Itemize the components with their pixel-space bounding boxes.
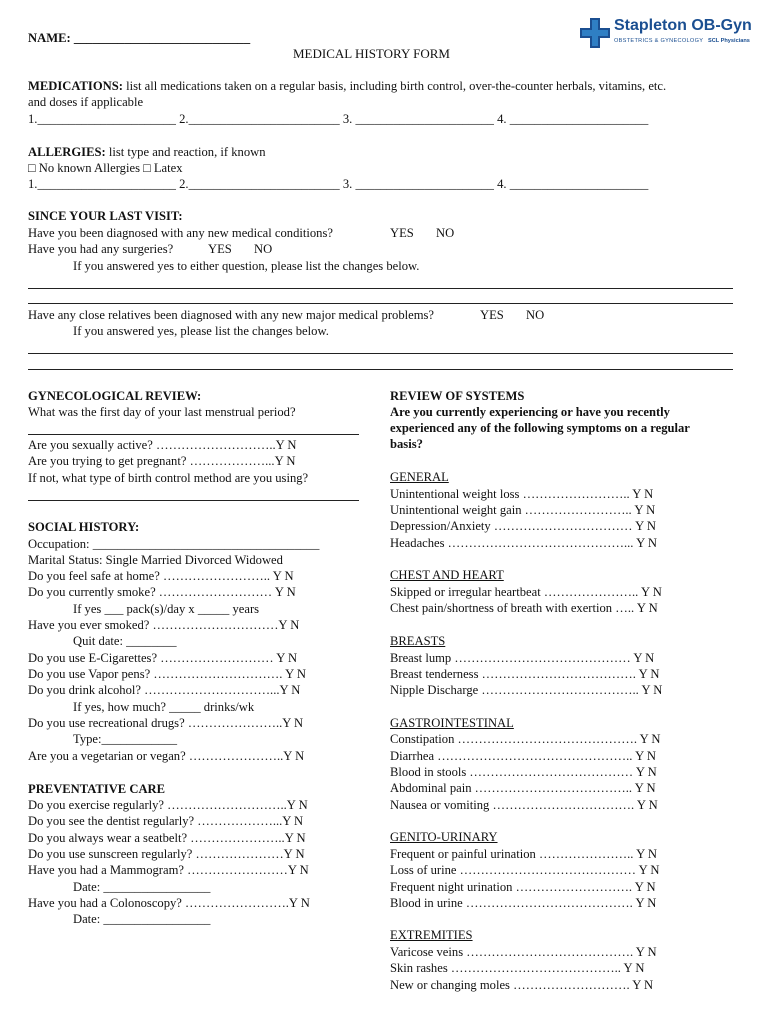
changes-line-1[interactable] <box>28 288 733 289</box>
changes-instruction-1: If you answered yes to either question, please list the changes below. <box>73 259 420 273</box>
relatives-no[interactable]: NO <box>526 308 545 322</box>
changes-line-2[interactable] <box>28 303 733 304</box>
chest-heading: CHEST AND HEART <box>390 568 504 582</box>
breasts-item[interactable]: Nipple Discharge ……………………………….. Y N <box>390 683 663 697</box>
changes-instruction-2: If you answered yes, please list the changes below. <box>73 324 329 338</box>
medications-desc: list all medications taken on a regular basis, including birth control, over-the-counter herbals, vitamins, etc. <box>122 79 667 93</box>
general-item[interactable]: Depression/Anxiety …………………………… Y N <box>390 519 656 533</box>
ros-intro-1: Are you currently experiencing or have you recently <box>390 405 670 419</box>
medications-heading: MEDICATIONS: <box>28 79 123 93</box>
relatives-question: Have any close relatives been diagnosed with any new major medical problems? <box>28 308 435 322</box>
last-visit-heading: SINCE YOUR LAST VISIT: <box>28 209 183 223</box>
quit-date[interactable]: Quit date: ________ <box>73 634 177 648</box>
gyn-heading: GYNECOLOGICAL REVIEW: <box>28 389 202 403</box>
gu-item[interactable]: Frequent night urination ………………………. Y N <box>390 880 656 894</box>
general-item[interactable]: Unintentional weight loss …………………….. Y N <box>390 487 654 501</box>
breasts-item[interactable]: Breast lump …………………………………… Y N <box>390 651 655 665</box>
extremities-item[interactable]: Skin rashes ………………………………….. Y N <box>390 961 645 975</box>
gi-item[interactable]: Abdominal pain ……………………………….. Y N <box>390 781 656 795</box>
gu-heading: GENITO-URINARY <box>390 830 498 844</box>
alcohol-question[interactable]: Do you drink alcohol? …………………………...Y N <box>28 683 301 697</box>
changes-line-4[interactable] <box>28 369 733 370</box>
medications-desc2: and doses if applicable <box>28 95 144 109</box>
social-heading: SOCIAL HISTORY: <box>28 520 140 534</box>
ros-heading: REVIEW OF SYSTEMS <box>390 389 525 403</box>
surgeries-yes[interactable]: YES <box>208 242 232 256</box>
logo-affiliation: SCL Physicians <box>708 38 750 44</box>
vegetarian-question[interactable]: Are you a vegetarian or vegan? …………………..Y N <box>28 749 305 763</box>
allergies-line <box>28 144 266 160</box>
occupation-field[interactable]: Occupation: ____________________________________ <box>28 537 320 551</box>
ros-intro-3: basis? <box>390 437 423 451</box>
medications-line <box>28 78 666 94</box>
general-item[interactable]: Unintentional weight gain …………………….. Y N <box>390 503 656 517</box>
logo-subtitle: OBSTETRICS & GYNECOLOGY <box>614 38 704 44</box>
drugs-question[interactable]: Do you use recreational drugs? …………………..Y N <box>28 716 304 730</box>
gi-heading: GASTROINTESTINAL <box>390 716 514 730</box>
gi-item[interactable]: Constipation ……………………………………. Y N <box>390 732 661 746</box>
drug-type[interactable]: Type:____________ <box>73 732 178 746</box>
form-title: MEDICAL HISTORY FORM <box>293 46 450 61</box>
mammogram-question[interactable]: Have you had a Mammogram? ……………………Y N <box>28 863 309 877</box>
extremities-item[interactable]: New or changing moles ………………………. Y N <box>390 978 654 992</box>
chest-item[interactable]: Chest pain/shortness of breath with exertion ….. Y N <box>390 601 658 615</box>
preventative-heading: PREVENTATIVE CARE <box>28 782 166 796</box>
drinks-per-week[interactable]: If yes, how much? _____ drinks/wk <box>73 700 255 714</box>
logo-name: Stapleton OB-Gyn <box>614 17 752 34</box>
medications-blanks[interactable]: 1.______________________ 2.________________________ 3. ______________________ 4. ______________________ <box>28 112 649 126</box>
safe-at-home-question[interactable]: Do you feel safe at home? …………………….. Y N <box>28 569 294 583</box>
breasts-heading: BREASTS <box>390 634 446 648</box>
extremities-heading: EXTREMITIES <box>390 928 473 942</box>
ros-intro-2: experienced any of the following symptoms on a regular <box>390 421 690 435</box>
sexually-active-question[interactable]: Are you sexually active? ………………………..Y N <box>28 438 297 452</box>
marital-status[interactable]: Marital Status: Single Married Divorced Widowed <box>28 553 283 567</box>
relatives-yes[interactable]: YES <box>480 308 504 322</box>
allergy-options[interactable]: □ No known Allergies □ Latex <box>28 161 183 175</box>
ever-smoked-question[interactable]: Have you ever smoked? …………………………Y N <box>28 618 300 632</box>
general-item[interactable]: Headaches ……………………………………... Y N <box>390 536 657 550</box>
mammogram-date[interactable]: Date: _________________ <box>73 880 211 894</box>
gi-item[interactable]: Diarrhea ……………………………………….. Y N <box>390 749 656 763</box>
ecig-question[interactable]: Do you use E-Cigarettes? ……………………… Y N <box>28 651 298 665</box>
colonoscopy-date[interactable]: Date: _________________ <box>73 912 211 926</box>
surgeries-no[interactable]: NO <box>254 242 273 256</box>
changes-line-3[interactable] <box>28 353 733 354</box>
pregnant-question[interactable]: Are you trying to get pregnant? ………………...Y N <box>28 454 296 468</box>
smoke-question[interactable]: Do you currently smoke? ……………………… Y N <box>28 585 296 599</box>
general-heading: GENERAL <box>390 470 449 484</box>
allergies-blanks[interactable]: 1.______________________ 2.________________________ 3. ______________________ 4. ______________________ <box>28 177 649 191</box>
lmp-question: What was the first day of your last menstrual period? <box>28 405 296 419</box>
allergies-heading: ALLERGIES: <box>28 145 106 159</box>
surgeries-question: Have you had any surgeries? <box>28 242 174 256</box>
dentist-question[interactable]: Do you see the dentist regularly? ………………...Y N <box>28 814 304 828</box>
seatbelt-question[interactable]: Do you always wear a seatbelt? …………………..Y N <box>28 831 306 845</box>
sunscreen-question[interactable]: Do you use sunscreen regularly? …………………Y N <box>28 847 305 861</box>
logo <box>580 17 760 51</box>
packs-per-day[interactable]: If yes ___ pack(s)/day x _____ years <box>73 602 260 616</box>
colonoscopy-question[interactable]: Have you had a Colonoscopy? …………………….Y N <box>28 896 310 910</box>
breasts-item[interactable]: Breast tenderness ………………………………. Y N <box>390 667 660 681</box>
extremities-item[interactable]: Varicose veins …………………………………. Y N <box>390 945 657 959</box>
name-field[interactable]: NAME: ____________________________ <box>28 31 251 45</box>
gi-item[interactable]: Nausea or vomiting ……………………………. Y N <box>390 798 658 812</box>
gi-item[interactable]: Blood in stools ………………………………… Y N <box>390 765 657 779</box>
chest-item[interactable]: Skipped or irregular heartbeat ………………….. Y N <box>390 585 662 599</box>
medical-cross-icon <box>580 18 610 48</box>
lmp-answer-line[interactable] <box>28 434 359 435</box>
new-conditions-yes[interactable]: YES <box>390 226 414 240</box>
gu-item[interactable]: Frequent or painful urination ………………….. Y N <box>390 847 657 861</box>
vapor-question[interactable]: Do you use Vapor pens? …………………………. Y N <box>28 667 306 681</box>
gu-item[interactable]: Loss of urine …………………………………… Y N <box>390 863 660 877</box>
birth-control-question: If not, what type of birth control method are you using? <box>28 471 309 485</box>
gu-item[interactable]: Blood in urine …………………………………. Y N <box>390 896 657 910</box>
new-conditions-question: Have you been diagnosed with any new medical conditions? <box>28 226 333 240</box>
exercise-question[interactable]: Do you exercise regularly? ………………………..Y N <box>28 798 308 812</box>
new-conditions-no[interactable]: NO <box>436 226 455 240</box>
birth-control-answer-line[interactable] <box>28 500 359 501</box>
allergies-desc: list type and reaction, if known <box>105 145 266 159</box>
